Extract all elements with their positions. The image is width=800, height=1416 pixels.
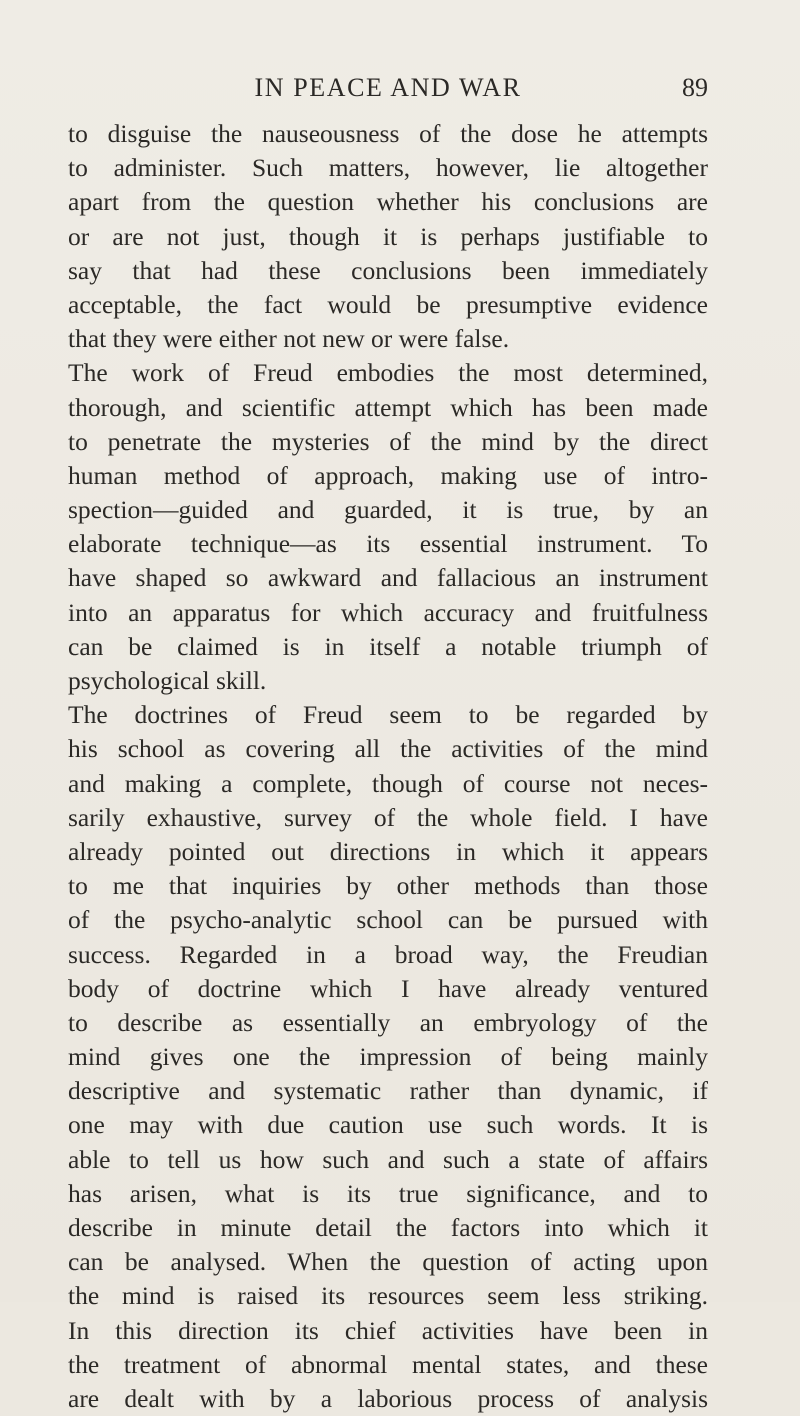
text-line: human method of approach, making use of intro- xyxy=(68,460,708,490)
text-line: can be analysed. When the question of acting upon xyxy=(68,1247,708,1277)
text-line: elaborate technique—as its essential instrument. To xyxy=(68,529,708,559)
text-line: apart from the question whether his conclusions are xyxy=(68,187,708,217)
body-text xyxy=(68,117,708,1416)
text-line: thorough, and scientific attempt which has been made xyxy=(68,392,708,422)
text-line: have shaped so awkward and fallacious an instrument xyxy=(68,563,708,593)
text-line: descriptive and systematic rather than dynamic, if xyxy=(68,1076,708,1106)
text-line: the mind is raised its resources seem less striking. xyxy=(68,1281,708,1311)
text-line: body of doctrine which I have already ventured xyxy=(68,973,708,1003)
running-head xyxy=(68,70,708,106)
text-line: mind gives one the impression of being mainly xyxy=(68,1042,708,1072)
text-line: the treatment of abnormal mental states, and these xyxy=(68,1349,708,1379)
text-line: The doctrines of Freud seem to be regarded by xyxy=(68,700,708,730)
text-line: sarily exhaustive, survey of the whole field. I have xyxy=(68,802,708,832)
text-line: success. Regarded in a broad way, the Freudian xyxy=(68,939,708,969)
text-line: into an apparatus for which accuracy and fruitfulness xyxy=(68,597,708,627)
text-line: describe in minute detail the factors into which it xyxy=(68,1213,708,1242)
text-line: one may with due caution use such words. It is xyxy=(68,1110,708,1140)
text-line: has arisen, what is its true significance, and to xyxy=(68,1178,708,1208)
text-line: to describe as essentially an embryology of the xyxy=(68,1007,708,1037)
text-line: to administer. Such matters, however, lie altogether xyxy=(68,153,708,183)
text-line: and making a complete, though of course not neces- xyxy=(68,768,708,798)
text-line: to disguise the nauseousness of the dose he attempts xyxy=(68,119,708,148)
text-line: to me that inquiries by other methods than those xyxy=(68,871,708,901)
text-line: his school as covering all the activities of the mind xyxy=(68,734,708,764)
page-number: 89 xyxy=(682,73,708,102)
text-line: spection—guided and guarded, it is true, by an xyxy=(68,495,708,525)
text-line: In this direction its chief activities have been in xyxy=(68,1315,708,1345)
text-line: able to tell us how such and such a state of affairs xyxy=(68,1144,708,1174)
text-line: can be claimed is in itself a notable triumph of xyxy=(68,631,708,661)
running-title: IN PEACE AND WAR xyxy=(254,73,522,102)
text-line: already pointed out directions in which it appears xyxy=(68,836,708,866)
text-line: or are not just, though it is perhaps justifiable to xyxy=(68,221,708,251)
text-line: psychological skill. xyxy=(68,666,267,695)
text-line: The work of Freud embodies the most determined, xyxy=(68,358,708,388)
text-line: say that had these conclusions been immediately xyxy=(68,255,708,285)
text-line: of the psycho-analytic school can be pursued with xyxy=(68,905,708,935)
text-line: acceptable, the fact would be presumptive evidence xyxy=(68,289,708,319)
text-line: to penetrate the mysteries of the mind by the direct xyxy=(68,426,708,456)
text-line: are dealt with by a laborious process of analysis xyxy=(68,1383,708,1413)
text-line: that they were either not new or were false. xyxy=(68,324,510,354)
